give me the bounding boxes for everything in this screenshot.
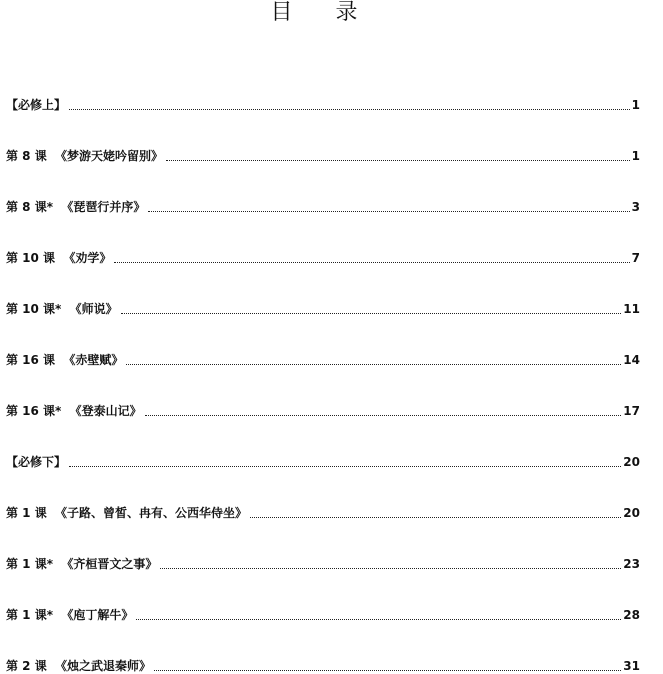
toc-entry[interactable] [6, 419, 640, 470]
toc-entry-page: 1 [631, 149, 640, 163]
toc-entry-label: 第 1 课* 《齐桓晋文之事》 [6, 557, 158, 571]
dot-leader [69, 466, 621, 467]
dot-leader [69, 109, 630, 110]
toc-entry-page: 17 [623, 404, 640, 418]
toc-entry-page: 31 [623, 659, 640, 673]
toc-entry-page: 23 [623, 557, 640, 571]
dot-leader [250, 517, 621, 518]
toc-entry-label: 第 8 课 《梦游天姥吟留别》 [6, 149, 164, 163]
toc-entry-label: 第 16 课* 《登泰山记》 [6, 404, 142, 418]
toc-entry[interactable] [6, 470, 640, 521]
toc-entry-page: 14 [623, 353, 640, 367]
toc-entry[interactable] [6, 164, 640, 215]
toc-entry-label: 第 10 课 《劝学》 [6, 251, 112, 265]
dot-leader [114, 262, 629, 263]
toc-entry[interactable] [6, 623, 640, 674]
toc-entry-label: 第 16 课 《赤壁赋》 [6, 353, 124, 367]
dot-leader [148, 211, 629, 212]
table-of-contents [6, 62, 640, 674]
toc-entry[interactable] [6, 368, 640, 419]
toc-entry-page: 28 [623, 608, 640, 622]
toc-entry[interactable] [6, 215, 640, 266]
toc-entry-label: 【必修上】 [6, 98, 67, 112]
dot-leader [121, 313, 622, 314]
toc-entry-page: 7 [631, 251, 640, 265]
toc-entry-label: 【必修下】 [6, 455, 67, 469]
dot-leader [160, 568, 621, 569]
toc-entry[interactable] [6, 317, 640, 368]
dot-leader [126, 364, 621, 365]
dot-leader [166, 160, 630, 161]
toc-entry-label: 第 10 课* 《师说》 [6, 302, 118, 316]
toc-entry-page: 11 [623, 302, 640, 316]
toc-entry-label: 第 8 课* 《琵琶行并序》 [6, 200, 146, 214]
toc-entry-page: 20 [623, 455, 640, 469]
toc-entry[interactable] [6, 572, 640, 623]
toc-entry[interactable] [6, 521, 640, 572]
dot-leader [136, 619, 621, 620]
toc-entry-label: 第 2 课 《烛之武退秦师》 [6, 659, 152, 673]
toc-entry[interactable] [6, 62, 640, 113]
toc-entry-label: 第 1 课* 《庖丁解牛》 [6, 608, 134, 622]
toc-entry-page: 20 [623, 506, 640, 520]
toc-entry[interactable] [6, 266, 640, 317]
dot-leader [154, 670, 621, 671]
dot-leader [145, 415, 622, 416]
toc-entry-page: 3 [631, 200, 640, 214]
page-title: 目 录 [270, 0, 376, 25]
toc-entry[interactable] [6, 113, 640, 164]
toc-entry-label: 第 1 课 《子路、曾皙、冉有、公西华侍坐》 [6, 506, 248, 520]
toc-entry-page: 1 [631, 98, 640, 112]
